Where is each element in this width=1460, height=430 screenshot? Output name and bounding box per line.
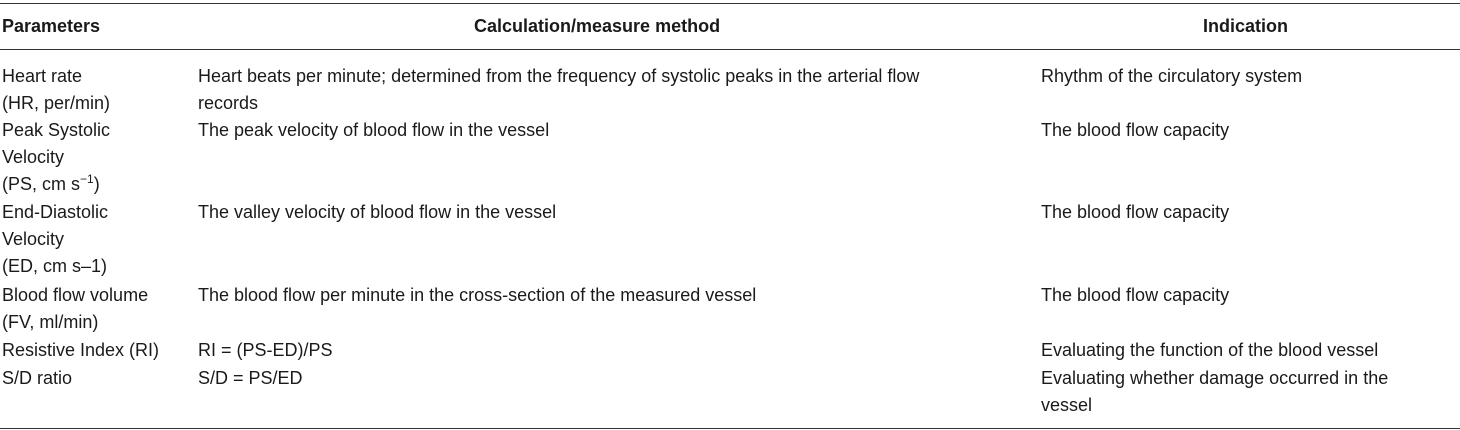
parameter-line: (HR, per/min) — [2, 93, 111, 113]
row-heart-rate-indication — [1041, 63, 1456, 90]
method-line: S/D = PS/ED — [198, 368, 303, 388]
row-sd-ratio-method — [198, 365, 1028, 392]
row-resistive-index-parameter — [2, 337, 192, 364]
row-flow-volume-method — [198, 282, 1028, 309]
parameter-line: S/D ratio — [2, 368, 73, 388]
row-flow-volume-indication — [1041, 282, 1456, 309]
parameter-line: Resistive Index (RI) — [2, 340, 160, 360]
row-flow-volume-parameter — [2, 282, 192, 336]
indication-line: Rhythm of the circulatory system — [1041, 66, 1303, 86]
method-line: RI = (PS-ED)/PS — [198, 340, 333, 360]
row-end-diastolic-indication — [1041, 199, 1456, 226]
parameter-line: Blood flow volume — [2, 285, 149, 305]
row-peak-systolic-method — [198, 117, 1028, 144]
header-method: Calculation/measure method — [474, 16, 721, 36]
row-sd-ratio-indication — [1041, 365, 1456, 419]
method-line: The peak velocity of blood flow in the vessel — [198, 120, 550, 140]
table-top-rule — [0, 3, 1460, 4]
indication-line: The blood flow capacity — [1041, 202, 1230, 222]
method-line: The blood flow per minute in the cross-section of the measured vessel — [198, 285, 757, 305]
row-end-diastolic-parameter — [2, 199, 192, 280]
unit-prefix: (PS, cm s — [2, 174, 81, 194]
row-sd-ratio-parameter — [2, 365, 192, 392]
parameter-line: (ED, cm s–1) — [2, 256, 108, 276]
unit-exponent: −1 — [80, 172, 94, 186]
row-peak-systolic-indication — [1041, 117, 1456, 144]
method-line: The valley velocity of blood flow in the vessel — [198, 202, 557, 222]
parameter-line: Velocity — [2, 229, 65, 249]
parameter-unit-line — [2, 171, 192, 198]
header-indication: Indication — [1203, 16, 1288, 36]
row-resistive-index-indication — [1041, 337, 1456, 364]
indication-line: Evaluating whether damage occurred in the — [1041, 368, 1389, 388]
indication-line: vessel — [1041, 395, 1093, 415]
row-end-diastolic-method — [198, 199, 1028, 226]
row-resistive-index-method — [198, 337, 1028, 364]
table-bottom-rule — [0, 428, 1460, 429]
header-parameters: Parameters — [2, 16, 101, 36]
method-line: Heart beats per minute; determined from the frequency of systolic peaks in the arterial flow — [198, 66, 920, 86]
parameter-line: (FV, ml/min) — [2, 312, 99, 332]
unit-suffix: ) — [93, 174, 100, 194]
row-heart-rate-parameter — [2, 63, 192, 117]
row-peak-systolic-parameter — [2, 117, 192, 198]
method-line: records — [198, 93, 259, 113]
table-header-rule — [0, 49, 1460, 50]
indication-line: Evaluating the function of the blood vessel — [1041, 340, 1379, 360]
parameter-line: Velocity — [2, 147, 65, 167]
parameter-line: Peak Systolic — [2, 120, 111, 140]
parameter-line: End-Diastolic — [2, 202, 109, 222]
parameter-line: Heart rate — [2, 66, 83, 86]
indication-line: The blood flow capacity — [1041, 285, 1230, 305]
indication-line: The blood flow capacity — [1041, 120, 1230, 140]
row-heart-rate-method — [198, 63, 1028, 117]
